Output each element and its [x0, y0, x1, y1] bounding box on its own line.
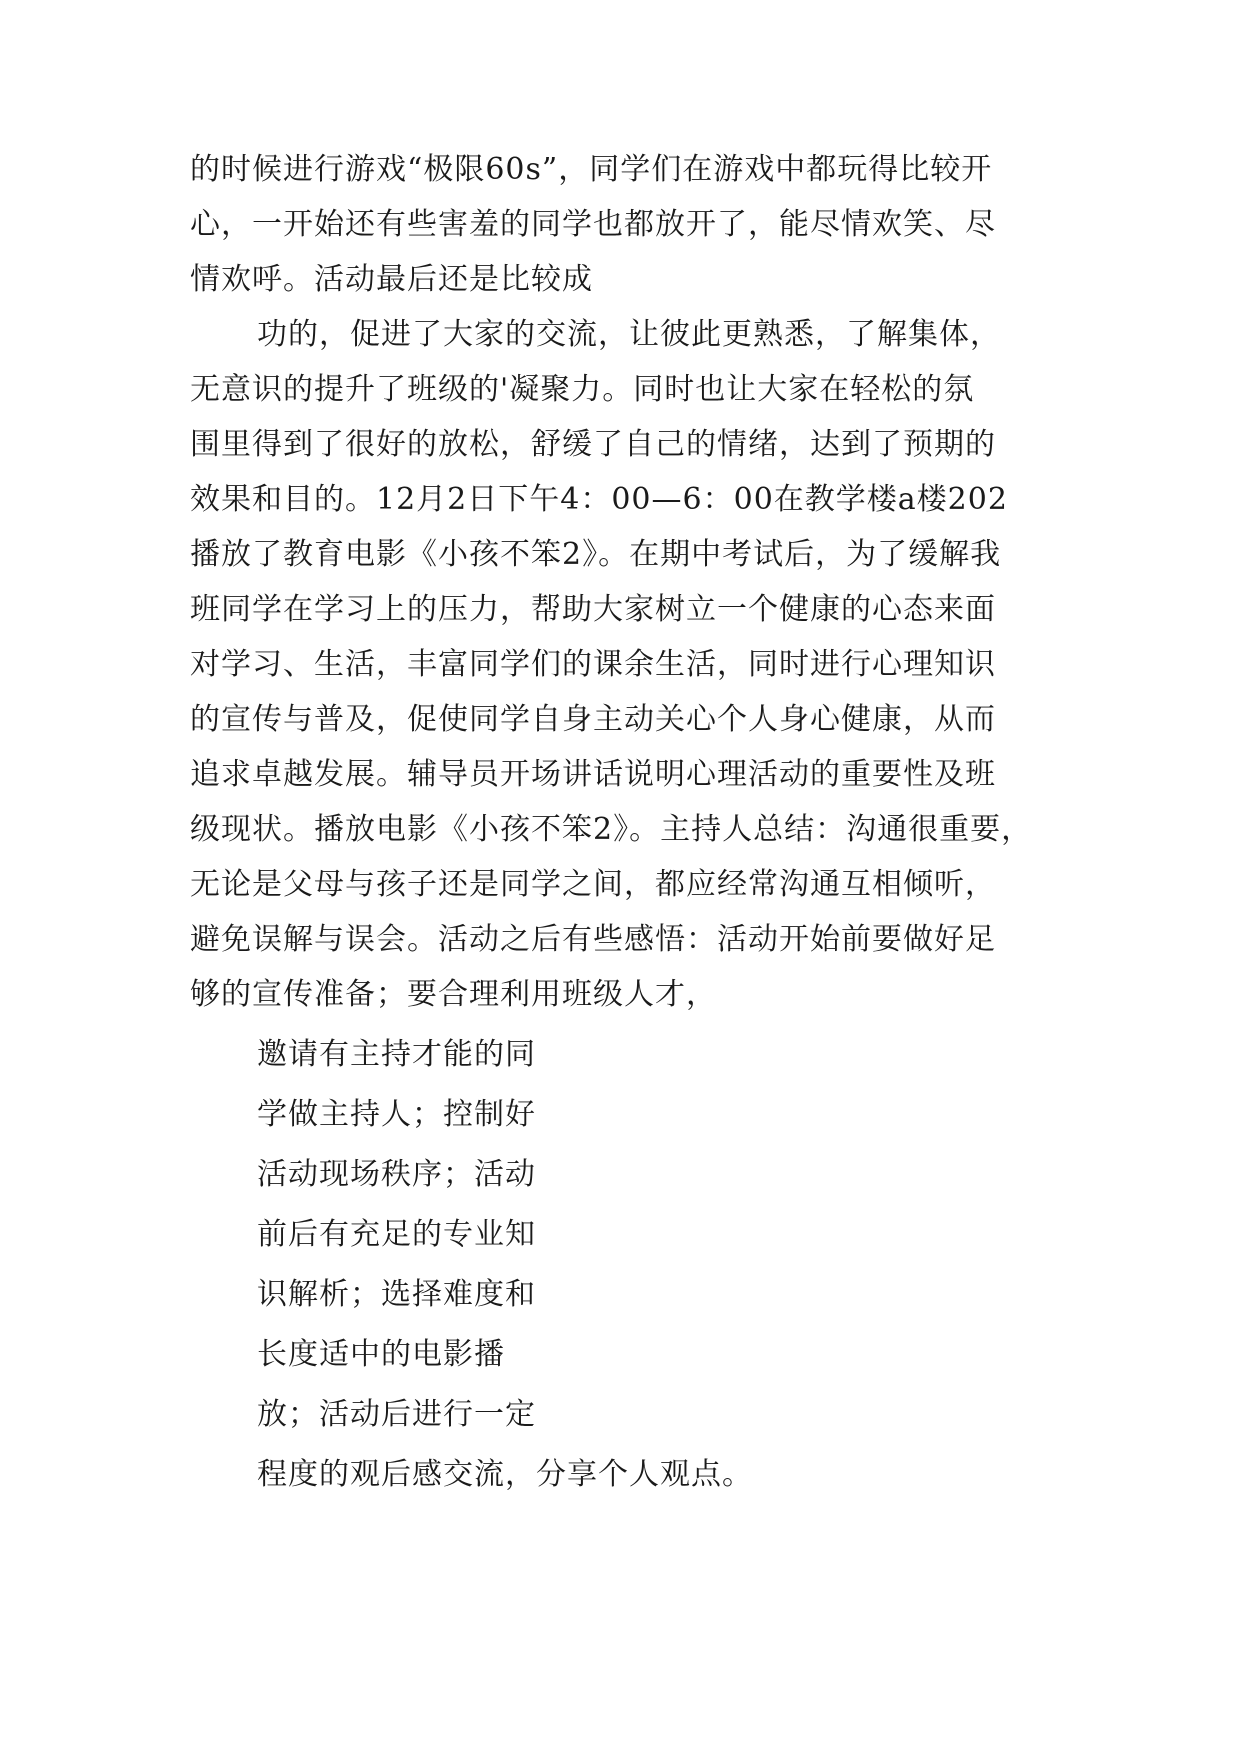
text-line: 识解析；选择难度和 — [257, 1277, 536, 1312]
paragraph-first-line: 功的，促进了大家的交流，让彼此更熟悉，了解集体， — [257, 317, 1001, 352]
text-line: 学做主持人；控制好 — [257, 1097, 536, 1132]
text-line: 长度适中的电影播 — [257, 1337, 505, 1372]
text-line: 放；活动后进行一定 — [257, 1397, 536, 1432]
text-line: 心，一开始还有些害羞的同学也都放开了，能尽情欢笑、尽 — [190, 207, 996, 242]
text-line: 追求卓越发展。辅导员开场讲话说明心理活动的重要性及班 — [190, 757, 996, 792]
text-line: 前后有充足的专业知 — [257, 1217, 536, 1252]
text-line: 的宣传与普及，促使同学自身主动关心个人身心健康，从而 — [190, 702, 996, 737]
text-line: 情欢呼。活动最后还是比较成 — [190, 262, 593, 297]
text-line: 邀请有主持才能的同 — [257, 1037, 536, 1072]
text-line: 的时候进行游戏“极限60s”，同学们在游戏中都玩得比较开 — [190, 152, 993, 187]
text-line: 程度的观后感交流，分享个人观点。 — [257, 1457, 753, 1492]
text-line: 无论是父母与孩子还是同学之间，都应经常沟通互相倾听， — [190, 867, 996, 902]
text-line: 班同学在学习上的压力，帮助大家树立一个健康的心态来面 — [190, 592, 996, 627]
text-line: 避免误解与误会。活动之后有些感悟：活动开始前要做好足 — [190, 922, 996, 957]
text-line: 活动现场秩序；活动 — [257, 1157, 536, 1192]
text-line: 围里得到了很好的放松，舒缓了自己的情绪，达到了预期的 — [190, 427, 996, 462]
text-line: 级现状。播放电影《小孩不笨2》。主持人总结：沟通很重要， — [190, 812, 1033, 847]
text-line: 播放了教育电影《小孩不笨2》。在期中考试后，为了缓解我 — [190, 537, 1002, 572]
text-line: 够的宣传准备；要合理利用班级人才， — [190, 977, 717, 1012]
text-line: 无意识的提升了班级的'凝聚力。同时也让大家在轻松的氛 — [190, 372, 975, 407]
text-line: 效果和目的。12月2日下午4：00—6：00在教学楼a楼202 — [190, 482, 1008, 517]
text-line: 对学习、生活，丰富同学们的课余生活，同时进行心理知识 — [190, 647, 996, 682]
